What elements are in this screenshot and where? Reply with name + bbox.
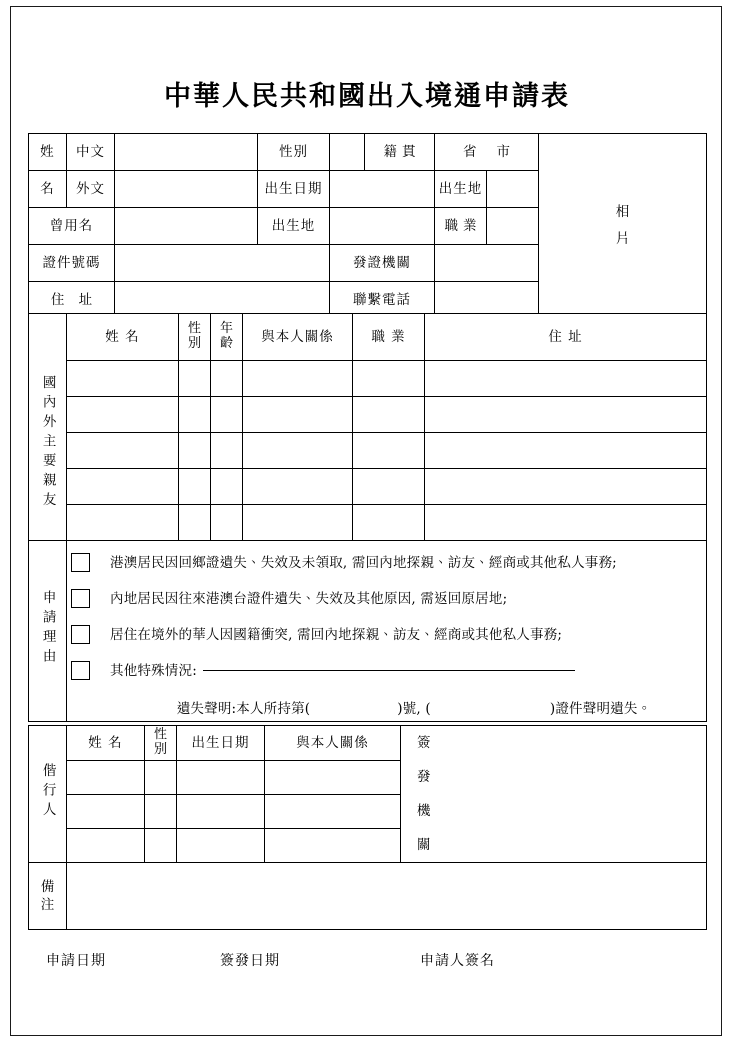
birth-place-label: 出生地 xyxy=(435,171,487,208)
companion-relation-input[interactable] xyxy=(265,795,401,829)
companion-relation-input[interactable] xyxy=(265,761,401,795)
issuing-authority-char-4: 關 xyxy=(417,836,431,853)
column-header-companion-birthdate: 出生日期 xyxy=(177,726,265,761)
checkbox-icon[interactable] xyxy=(71,661,90,680)
companion-name-input[interactable] xyxy=(67,761,145,795)
remarks-table xyxy=(28,862,707,930)
column-header-gender xyxy=(179,314,211,361)
declaration-suffix: )證件聲明遺失。 xyxy=(549,700,652,717)
companion-gender-input[interactable] xyxy=(145,829,177,863)
relative-age-input[interactable] xyxy=(211,469,243,505)
relative-age-input[interactable] xyxy=(211,397,243,433)
companion-gender-input[interactable] xyxy=(145,761,177,795)
surname-char-label: 姓 xyxy=(29,134,67,171)
relative-occupation-input[interactable] xyxy=(353,361,425,397)
gender-input[interactable] xyxy=(330,134,365,171)
column-header-companion-relation: 與本人關係 xyxy=(265,726,401,761)
gender-header-char-1: 性 xyxy=(187,321,201,337)
column-header-name: 姓 名 xyxy=(67,314,179,361)
other-reason-input[interactable] xyxy=(203,670,575,671)
relative-gender-input[interactable] xyxy=(179,433,211,469)
birth-date-label: 出生日期 xyxy=(258,171,330,208)
issuing-authority-box[interactable] xyxy=(401,726,707,863)
reason-option-1[interactable] xyxy=(67,545,706,581)
column-header-occupation: 職 業 xyxy=(353,314,425,361)
relative-address-input[interactable] xyxy=(425,505,707,541)
companion-birthdate-input[interactable] xyxy=(177,795,265,829)
age-header-char-1: 年 xyxy=(219,321,233,337)
page-title: 中華人民共和國出入境通申請表 xyxy=(164,81,570,112)
companion-birthdate-input[interactable] xyxy=(177,829,265,863)
companion-birthdate-input[interactable] xyxy=(177,761,265,795)
reasons-section-label: 申請理由 xyxy=(29,541,67,722)
reason-option-3-label: 居住在境外的華人因國籍衝突, 需回內地探親、訪友、經商或其他私人事務; xyxy=(110,626,563,643)
form-footer xyxy=(28,950,706,972)
column-header-companion-name: 姓 名 xyxy=(67,726,145,761)
reason-option-1-label: 港澳居民因回鄉證遺失、失效及未領取, 需回內地探親、訪友、經商或其他私人事務; xyxy=(110,554,617,571)
table-row xyxy=(29,397,707,433)
column-header-age xyxy=(211,314,243,361)
relative-relation-input[interactable] xyxy=(243,397,353,433)
document-number-label: 證件號碼 xyxy=(29,245,115,282)
table-row xyxy=(29,433,707,469)
relative-address-input[interactable] xyxy=(425,469,707,505)
companion-gender-input[interactable] xyxy=(145,795,177,829)
table-row xyxy=(29,469,707,505)
relative-age-input[interactable] xyxy=(211,361,243,397)
relative-relation-input[interactable] xyxy=(243,433,353,469)
birth-place-input-2[interactable] xyxy=(330,208,435,245)
applicant-signature-label: 申請人簽名 xyxy=(420,953,495,969)
gender-header-char-1: 性 xyxy=(153,727,167,743)
age-header-char-2: 齡 xyxy=(219,336,233,351)
remarks-char-2: 注 xyxy=(40,897,55,913)
issuing-authority-input[interactable] xyxy=(435,245,539,282)
table-header-row xyxy=(29,314,707,361)
reason-option-4-label: 其他特殊情況: xyxy=(110,662,197,679)
table-row xyxy=(29,541,707,722)
companion-name-input[interactable] xyxy=(67,795,145,829)
application-reasons-table xyxy=(28,540,707,722)
relative-name-input[interactable] xyxy=(67,433,179,469)
remarks-char-1: 備 xyxy=(40,878,55,895)
table-row xyxy=(29,361,707,397)
photo-char-2: 片 xyxy=(615,231,630,247)
gender-header-char-2: 別 xyxy=(153,742,167,757)
chinese-name-label: 中文 xyxy=(67,134,115,171)
companion-name-input[interactable] xyxy=(67,829,145,863)
relative-gender-input[interactable] xyxy=(179,361,211,397)
issuing-authority-char-2: 發 xyxy=(417,768,431,785)
companions-table xyxy=(28,725,707,863)
reasons-content xyxy=(67,541,707,722)
relative-occupation-input[interactable] xyxy=(353,505,425,541)
relatives-section-label: 國內外主要親友 xyxy=(29,314,67,577)
relative-name-input[interactable] xyxy=(67,361,179,397)
relative-age-input[interactable] xyxy=(211,433,243,469)
table-row xyxy=(29,505,707,541)
phone-label: 聯繫電話 xyxy=(330,282,435,319)
city-label: 市 xyxy=(496,143,510,160)
issue-date-label: 簽發日期 xyxy=(220,953,280,969)
ancestral-home-input[interactable] xyxy=(435,134,539,171)
relative-name-input[interactable] xyxy=(67,505,179,541)
birth-place-label-2: 出生地 xyxy=(258,208,330,245)
relative-address-input[interactable] xyxy=(425,433,707,469)
relative-address-input[interactable] xyxy=(425,397,707,433)
table-row xyxy=(29,863,707,930)
personal-info-table xyxy=(28,133,707,319)
photo-box[interactable] xyxy=(539,134,707,319)
apply-date-label: 申請日期 xyxy=(46,953,106,969)
column-header-companion-gender xyxy=(145,726,177,761)
issuing-authority-char-3: 機 xyxy=(417,802,431,819)
relative-occupation-input[interactable] xyxy=(353,397,425,433)
relative-gender-input[interactable] xyxy=(179,469,211,505)
relative-gender-input[interactable] xyxy=(179,505,211,541)
chinese-name-input[interactable] xyxy=(115,134,258,171)
remarks-label xyxy=(29,863,67,930)
foreign-name-label: 外文 xyxy=(67,171,115,208)
issuing-authority-label: 發證機關 xyxy=(330,245,435,282)
checkbox-icon[interactable] xyxy=(71,625,90,644)
address-label: 住 址 xyxy=(29,282,115,319)
birth-date-input[interactable] xyxy=(330,171,435,208)
birth-place-input[interactable] xyxy=(487,171,539,208)
gender-label: 性別 xyxy=(258,134,330,171)
companions-section-label: 偕行人 xyxy=(29,726,67,863)
former-name-input[interactable] xyxy=(115,208,258,245)
column-header-relation: 與本人關係 xyxy=(243,314,353,361)
reason-option-2-label: 內地居民因往來港澳台證件遺失、失效及其他原因, 需返回原居地; xyxy=(110,590,508,607)
relative-address-input[interactable] xyxy=(425,361,707,397)
column-header-address: 住 址 xyxy=(425,314,707,361)
occupation-input[interactable] xyxy=(487,208,539,245)
occupation-label: 職業 xyxy=(435,208,487,245)
relative-name-input[interactable] xyxy=(67,469,179,505)
relative-occupation-input[interactable] xyxy=(353,433,425,469)
relative-age-input[interactable] xyxy=(211,505,243,541)
issuing-authority-char-1: 簽 xyxy=(417,734,431,751)
reason-option-2[interactable] xyxy=(67,581,706,617)
relative-name-input[interactable] xyxy=(67,397,179,433)
declaration-middle: )號, ( xyxy=(397,700,431,717)
gender-header-char-2: 別 xyxy=(187,336,201,351)
checkbox-icon[interactable] xyxy=(71,553,90,572)
loss-declaration xyxy=(122,701,706,717)
table-header-row xyxy=(29,726,707,761)
relatives-table xyxy=(28,313,707,577)
relative-relation-input[interactable] xyxy=(243,361,353,397)
relative-occupation-input[interactable] xyxy=(353,469,425,505)
checkbox-icon[interactable] xyxy=(71,589,90,608)
table-row xyxy=(29,134,707,171)
relative-relation-input[interactable] xyxy=(243,469,353,505)
reason-option-3[interactable] xyxy=(67,617,706,653)
relative-gender-input[interactable] xyxy=(179,397,211,433)
document-number-input[interactable] xyxy=(115,245,330,282)
former-name-label: 曾用名 xyxy=(29,208,115,245)
remarks-input[interactable] xyxy=(67,863,707,930)
declaration-prefix: 遺失聲明:本人所持第( xyxy=(176,700,311,717)
relative-relation-input[interactable] xyxy=(243,505,353,541)
givenname-char-label: 名 xyxy=(29,171,67,208)
ancestral-home-label: 籍貫 xyxy=(365,134,435,171)
companion-relation-input[interactable] xyxy=(265,829,401,863)
reason-option-4[interactable] xyxy=(67,653,706,689)
foreign-name-input[interactable] xyxy=(115,171,258,208)
province-label: 省 xyxy=(463,143,477,160)
photo-char-1: 相 xyxy=(615,204,630,220)
